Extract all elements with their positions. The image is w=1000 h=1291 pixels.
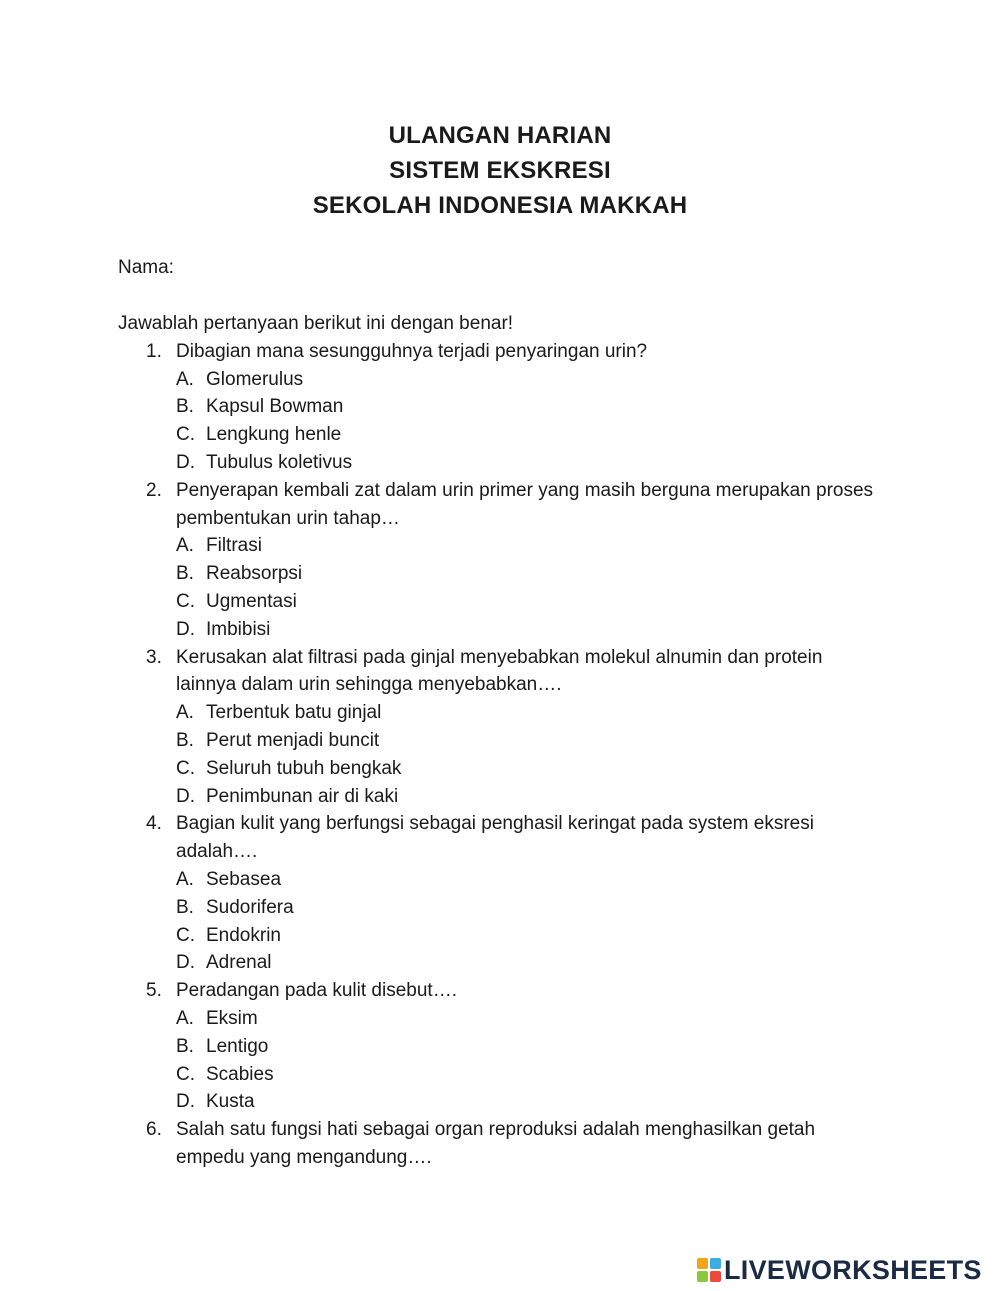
option-letter: D. (176, 1091, 195, 1113)
question-number: 6. (146, 1119, 162, 1141)
document-header (0, 118, 1000, 223)
option-letter: C. (176, 1063, 195, 1085)
option-text: Seluruh tubuh bengkak (206, 757, 402, 779)
option-text: Imbibisi (206, 618, 271, 640)
answer-option (176, 1033, 878, 1061)
question-section (118, 310, 878, 1172)
logo-tile-4 (710, 1271, 721, 1282)
question-text: Peradangan pada kulit disebut…. (176, 980, 457, 1002)
name-label: Nama: (118, 257, 174, 278)
option-letter: D. (176, 785, 195, 807)
question-5 (118, 977, 878, 1116)
question-list (118, 338, 878, 1172)
question-text: Bagian kulit yang berfungsi sebagai penghasil keringat pada system eksresi adalah…. (176, 813, 814, 863)
answer-option (176, 588, 878, 616)
answer-option (176, 366, 878, 394)
question-number: 1. (146, 340, 162, 362)
option-letter: C. (176, 590, 195, 612)
logo-tile-1 (697, 1258, 708, 1269)
liveworksheets-logo-icon (697, 1258, 721, 1282)
answer-option (176, 922, 878, 950)
option-text: Filtrasi (206, 535, 262, 557)
option-text: Terbentuk batu ginjal (206, 702, 382, 724)
option-text: Endokrin (206, 924, 281, 946)
title-line-1: ULANGAN HARIAN (388, 122, 612, 149)
option-text: Sudorifera (206, 896, 294, 918)
answer-option (176, 393, 878, 421)
answer-option (176, 421, 878, 449)
question-4 (118, 810, 878, 977)
question-number: 2. (146, 479, 162, 501)
option-letter: A. (176, 368, 194, 390)
option-letter: B. (176, 563, 194, 585)
answer-option (176, 616, 878, 644)
logo-tile-3 (697, 1271, 708, 1282)
answer-option (176, 727, 878, 755)
answer-option (176, 866, 878, 894)
option-text: Ugmentasi (206, 590, 297, 612)
option-letter: D. (176, 451, 195, 473)
option-text: Tubulus koletivus (206, 451, 353, 473)
option-letter: B. (176, 1035, 194, 1057)
answer-option (176, 1088, 878, 1116)
option-letter: B. (176, 396, 194, 418)
option-letter: C. (176, 424, 195, 446)
answer-option (176, 783, 878, 811)
option-letter: A. (176, 702, 194, 724)
question-2 (118, 477, 878, 644)
question-1 (118, 338, 878, 477)
option-text: Eksim (206, 1007, 258, 1029)
question-text: Kerusakan alat filtrasi pada ginjal menyebabkan molekul alnumin dan protein lainnya dalam urin sehingga menyebabkan…. (176, 646, 823, 696)
option-text: Kapsul Bowman (206, 396, 344, 418)
option-text: Sebasea (206, 868, 282, 890)
question-number: 4. (146, 813, 162, 835)
answer-option (176, 560, 878, 588)
option-letter: A. (176, 535, 194, 557)
question-text: Dibagian mana sesungguhnya terjadi penyaringan urin? (176, 340, 648, 362)
option-text: Lentigo (206, 1035, 269, 1057)
option-text: Glomerulus (206, 368, 304, 390)
option-text: Penimbunan air di kaki (206, 785, 399, 807)
option-text: Adrenal (206, 952, 272, 974)
answer-option (176, 949, 878, 977)
option-letter: B. (176, 729, 194, 751)
option-text: Lengkung henle (206, 424, 342, 446)
option-text: Scabies (206, 1063, 274, 1085)
option-letter: A. (176, 1007, 194, 1029)
question-3 (118, 644, 878, 811)
question-number: 5. (146, 980, 162, 1002)
watermark-text: LIVEWORKSHEETS (724, 1254, 982, 1285)
answer-option (176, 894, 878, 922)
option-letter: C. (176, 924, 195, 946)
option-text: Kusta (206, 1091, 255, 1113)
instruction-text: Jawablah pertanyaan berikut ini dengan benar! (118, 313, 514, 334)
answer-option (176, 449, 878, 477)
liveworksheets-watermark (697, 1254, 982, 1286)
logo-tile-2 (710, 1258, 721, 1269)
option-letter: C. (176, 757, 195, 779)
answer-option (176, 1061, 878, 1089)
option-letter: B. (176, 896, 194, 918)
title-line-3: SEKOLAH INDONESIA MAKKAH (312, 192, 688, 219)
option-letter: D. (176, 952, 195, 974)
answer-option (176, 699, 878, 727)
option-text: Reabsorpsi (206, 563, 303, 585)
option-text: Perut menjadi buncit (206, 729, 380, 751)
option-letter: D. (176, 618, 195, 640)
option-letter: A. (176, 868, 194, 890)
answer-option (176, 532, 878, 560)
answer-option (176, 755, 878, 783)
answer-option (176, 1005, 878, 1033)
question-text: Salah satu fungsi hati sebagai organ reproduksi adalah menghasilkan getah empedu yang mengandung…. (176, 1119, 816, 1168)
question-text: Penyerapan kembali zat dalam urin primer yang masih berguna merupakan proses pembentukan urin tahap… (176, 479, 874, 529)
question-number: 3. (146, 646, 162, 668)
question-6 (118, 1116, 878, 1172)
title-line-2: SISTEM EKSKRESI (389, 157, 611, 184)
